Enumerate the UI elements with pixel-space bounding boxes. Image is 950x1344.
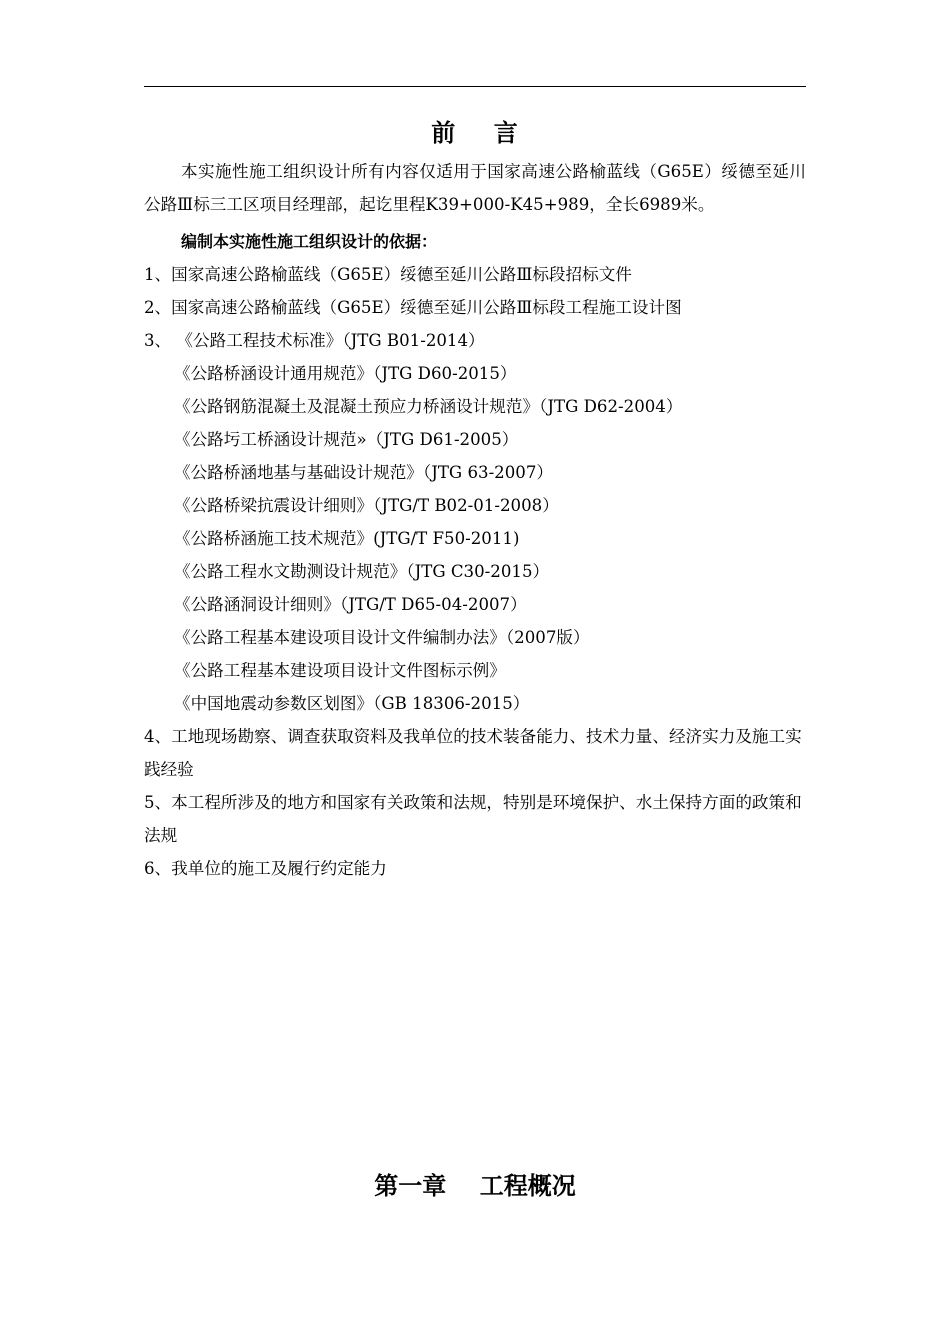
- preface-body: [144, 155, 806, 885]
- list-item: 3、 《公路工程技术标准》（JTG B01-2014）: [144, 331, 485, 350]
- standard-item: 《公路钢筋混凝土及混凝土预应力桥涵设计规范》（JTG D62-2004）: [174, 397, 683, 416]
- basis-heading: 编制本实施性施工组织设计的依据：: [181, 232, 438, 251]
- standard-item: 《公路桥涵地基与基础设计规范》（JTG 63-2007）: [174, 463, 553, 482]
- standard-item: 《公路工程基本建设项目设计文件图标示例》: [174, 661, 506, 680]
- standard-item: 《公路工程水文勘测设计规范》（JTG C30-2015）: [174, 562, 550, 581]
- list-item: 6、我单位的施工及履行约定能力: [144, 859, 387, 878]
- standard-item: 《中国地震动参数区划图》（GB 18306-2015）: [174, 694, 530, 713]
- standard-item: 《公路桥涵施工技术规范》(JTG/T F50-2011): [174, 529, 520, 548]
- list-item: 4、工地现场勘察、调查获取资料及我单位的技术装备能力、技术力量、经济实力及施工实践经验: [144, 727, 802, 779]
- list-item: 1、国家高速公路榆蓝线（G65E）绥德至延川公路Ⅲ标段招标文件: [144, 265, 632, 284]
- standard-item: 《公路工程基本建设项目设计文件编制办法》（2007版）: [174, 628, 590, 647]
- standard-item: 《公路桥梁抗震设计细则》（JTG/T B02-01-2008）: [174, 496, 559, 515]
- preface-title: 前 言: [431, 118, 519, 147]
- chapter-title: 第一章 工程概况: [374, 1171, 576, 1200]
- standard-item: 《公路圬工桥涵设计规范»（JTG D61-2005）: [174, 430, 519, 449]
- standard-item: 《公路涵洞设计细则》（JTG/T D65-04-2007）: [174, 595, 527, 614]
- list-item: 2、国家高速公路榆蓝线（G65E）绥德至延川公路Ⅲ标段工程施工设计图: [144, 298, 682, 317]
- header-rule: [144, 86, 806, 87]
- intro-paragraph: 本实施性施工组织设计所有内容仅适用于国家高速公路榆蓝线（G65E）绥德至延川公路Ⅲ标三工区项目经理部，起讫里程K39+000-K45+989，全长6989米。: [144, 162, 806, 214]
- standard-item: 《公路桥涵设计通用规范》（JTG D60-2015）: [174, 364, 517, 383]
- list-item: 5、本工程所涉及的地方和国家有关政策和法规，特别是环境保护、水土保持方面的政策和法规: [144, 793, 802, 845]
